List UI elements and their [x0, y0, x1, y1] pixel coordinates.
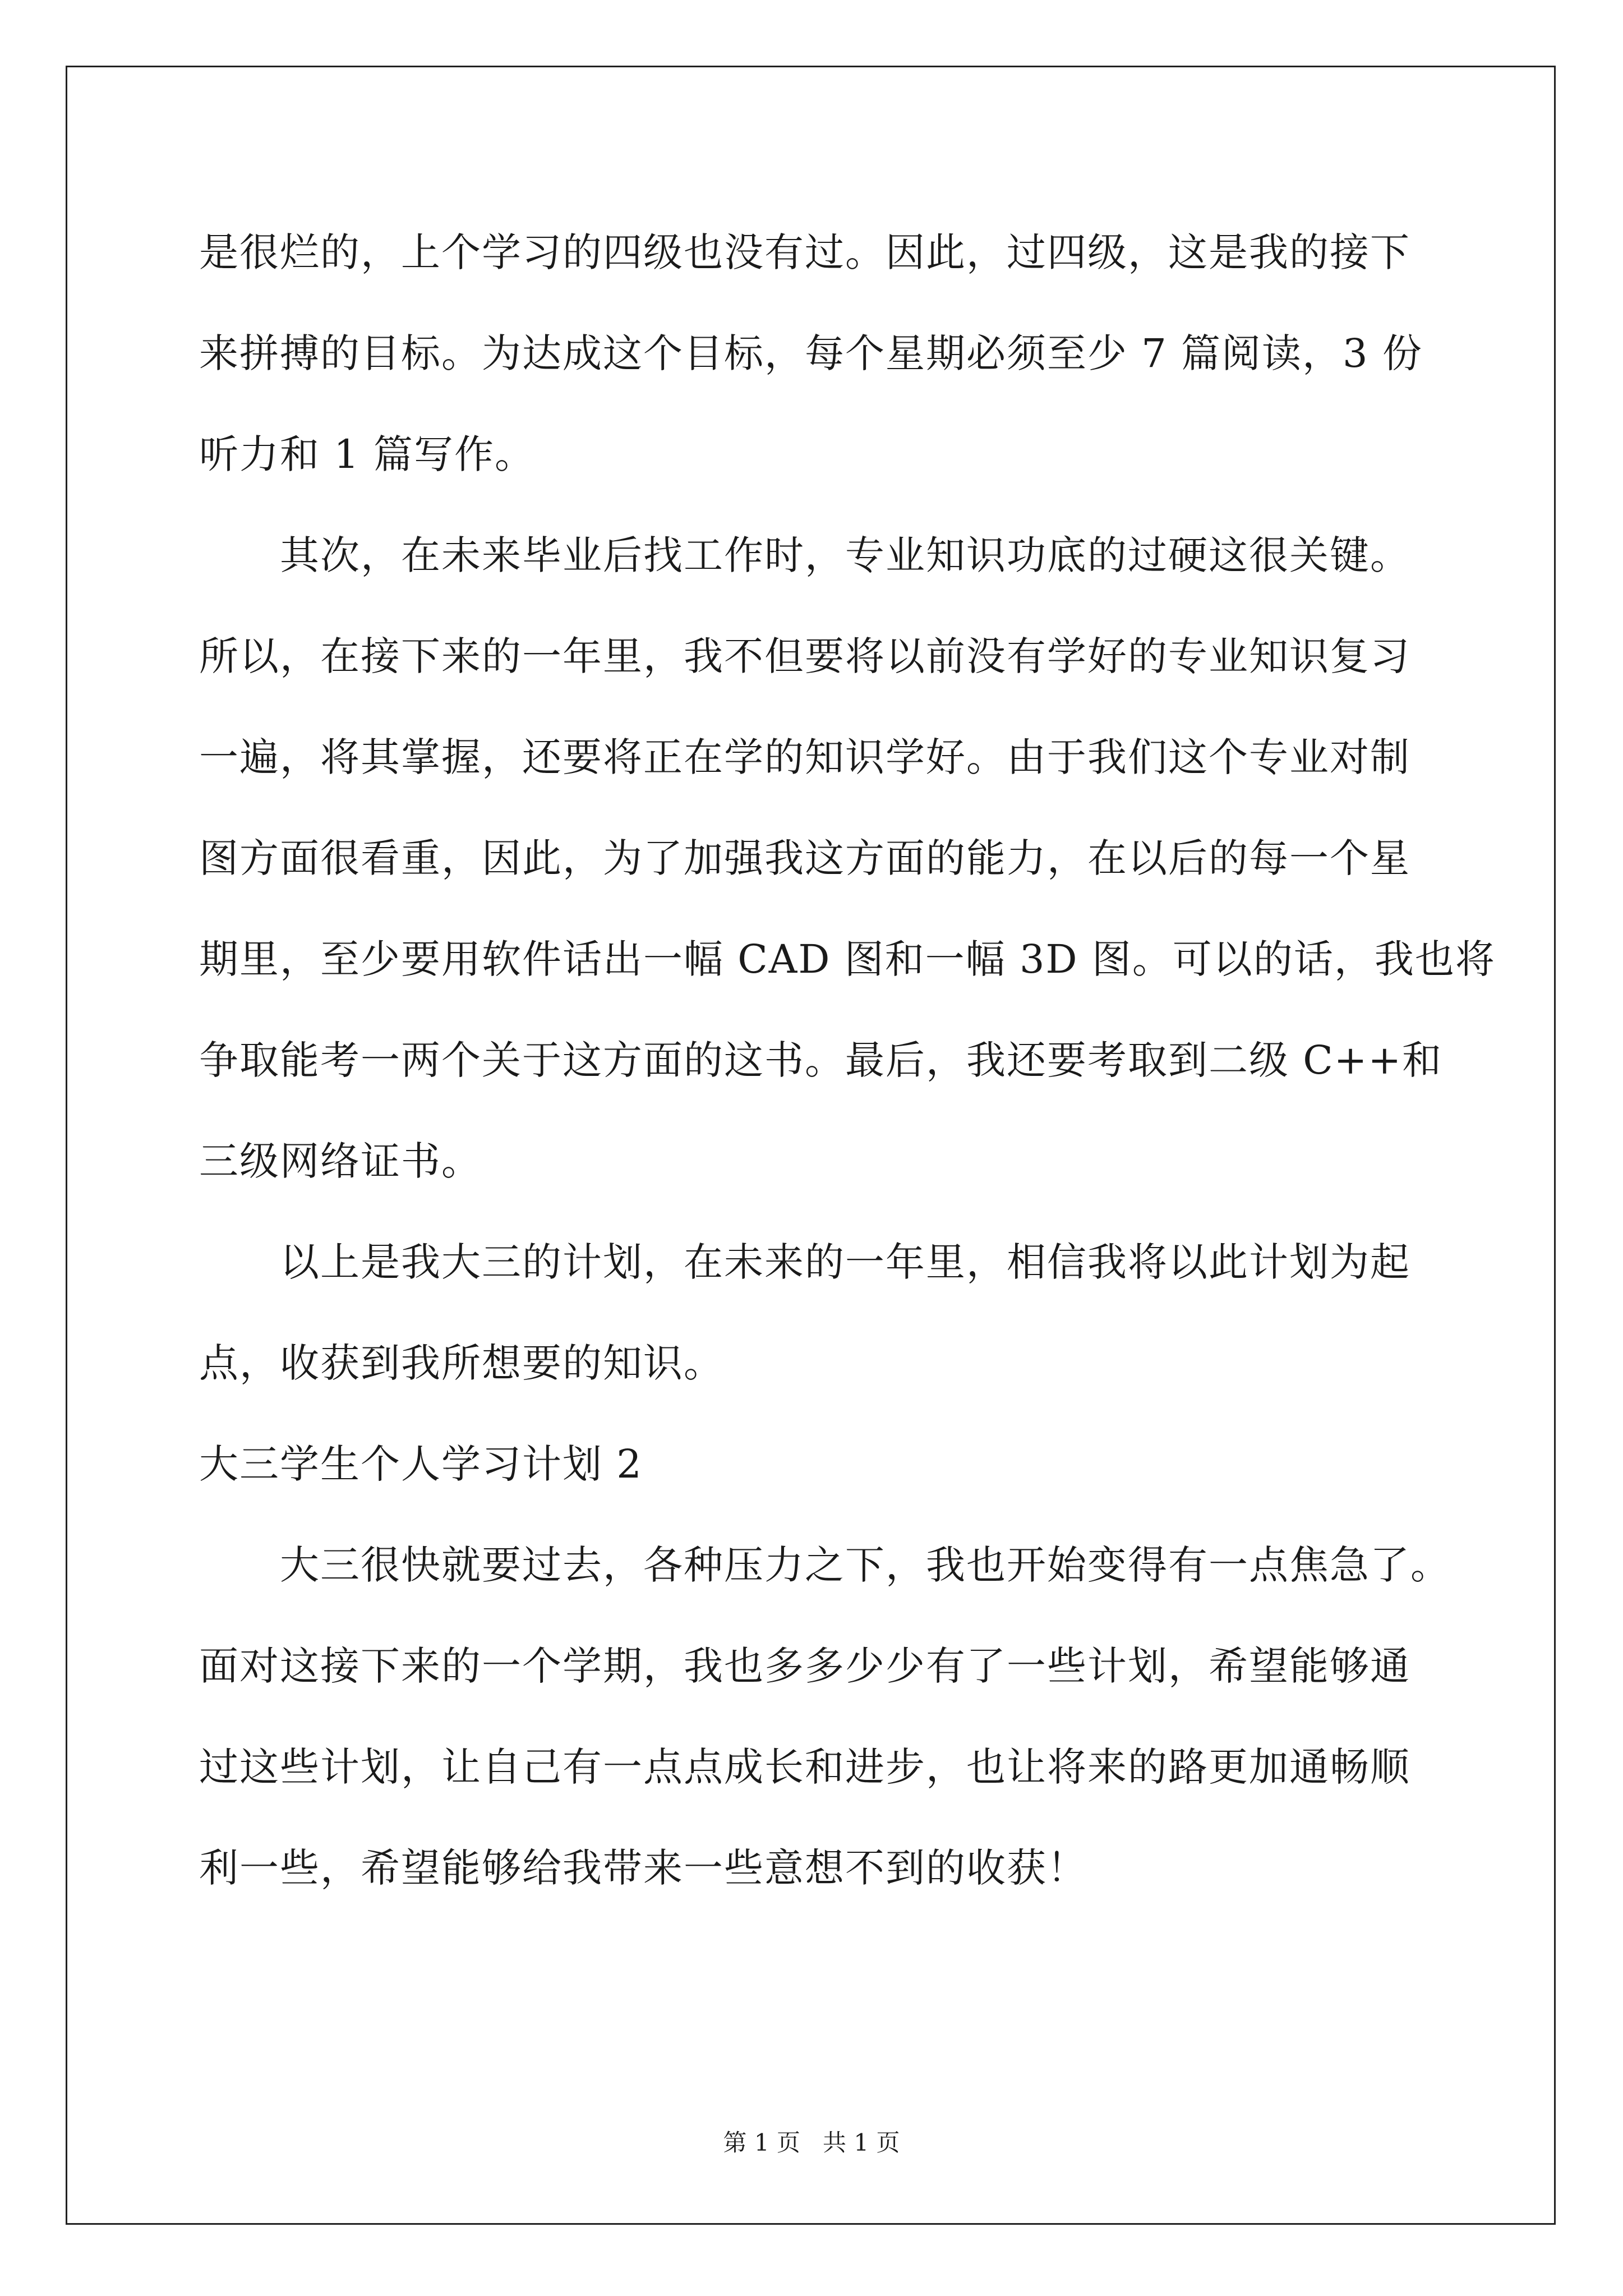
- text-line: 来拼搏的目标。为达成这个目标，每个星期必须至少 7 篇阅读，3 份: [199, 330, 1423, 376]
- text-line: 过这些计划，让自己有一点点成长和进步，也让将来的路更加通畅顺: [199, 1744, 1410, 1790]
- text-line: 以上是我大三的计划，在未来的一年里，相信我将以此计划为起: [280, 1239, 1410, 1285]
- text-line: 其次，在未来毕业后找工作时，专业知识功底的过硬这很关键。: [280, 532, 1410, 578]
- text-line: 面对这接下来的一个学期，我也多多少少有了一些计划，希望能够通: [199, 1643, 1410, 1689]
- text-line: 是很烂的，上个学习的四级也没有过。因此，过四级，这是我的接下: [199, 229, 1410, 275]
- text-line: 三级网络证书。: [199, 1138, 482, 1184]
- text-line: 听力和 1 篇写作。: [199, 431, 536, 477]
- text-line: 一遍，将其掌握，还要将正在学的知识学好。由于我们这个专业对制: [199, 734, 1410, 780]
- text-line: 点，收获到我所想要的知识。: [199, 1340, 724, 1386]
- page-number-footer: 第 1 页 共 1 页: [723, 2129, 900, 2156]
- text-line: 图方面很看重，因此，为了加强我这方面的能力，在以后的每一个星: [199, 835, 1410, 881]
- text-line: 大三很快就要过去，各种压力之下，我也开始变得有一点焦急了。: [280, 1542, 1451, 1588]
- text-line: 所以，在接下来的一年里，我不但要将以前没有学好的专业知识复习: [199, 633, 1410, 679]
- text-line: 期里，至少要用软件话出一幅 CAD 图和一幅 3D 图。可以的话，我也将: [199, 936, 1496, 982]
- document-body: [199, 202, 1496, 1918]
- section-heading: 大三学生个人学习计划 2: [199, 1441, 643, 1487]
- text-line: 争取能考一两个关于这方面的这书。最后，我还要考取到二级 C++和: [199, 1037, 1443, 1083]
- text-line: 利一些，希望能够给我带来一些意想不到的收获！: [199, 1845, 1087, 1891]
